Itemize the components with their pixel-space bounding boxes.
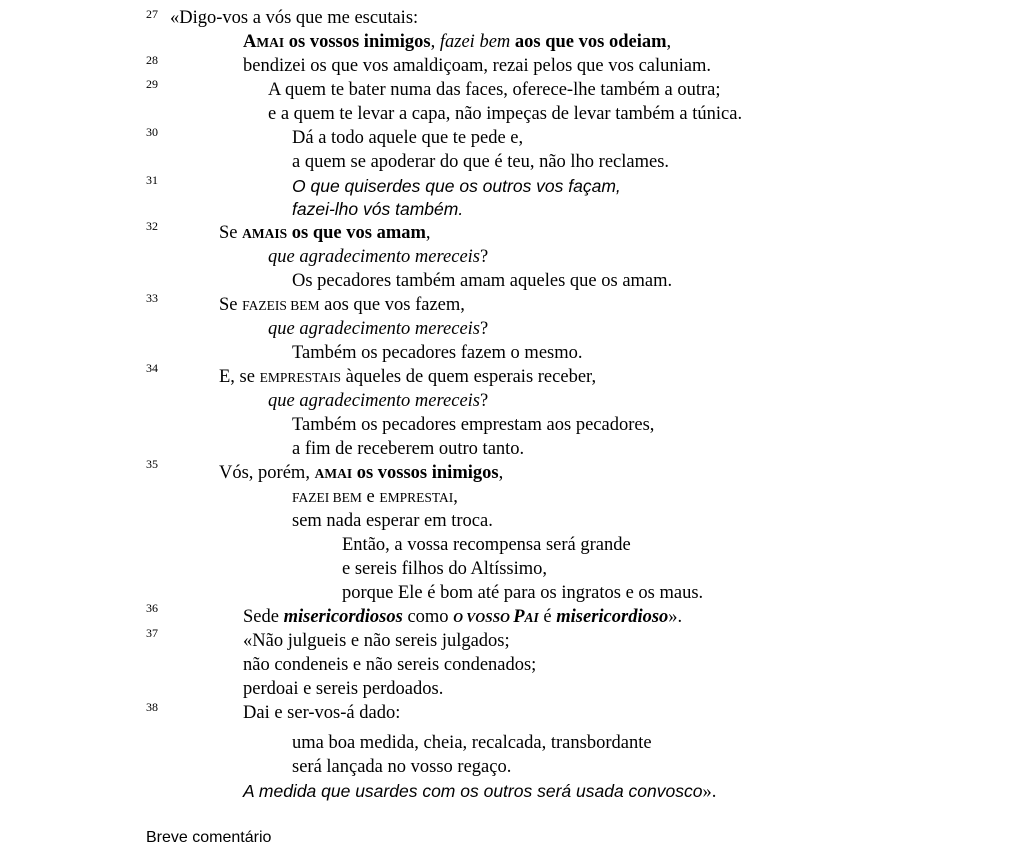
text-line: que agradecimento mereceis? — [268, 247, 489, 267]
verse-number: 33 — [146, 291, 158, 305]
verse-number: 28 — [146, 53, 158, 67]
text-line: «Digo-vos a vós que me escutais: — [170, 8, 419, 28]
text-line: fazei-lho vós também. — [292, 199, 464, 219]
text-line: Dá a todo aquele que te pede e, — [292, 128, 524, 148]
verse-number: 32 — [146, 219, 158, 233]
text-line: A medida que usardes com os outros será usada convosco». — [243, 781, 717, 802]
text-line: a fim de receberem outro tanto. — [292, 439, 525, 459]
verse-number: 36 — [146, 601, 158, 615]
verse-number: 38 — [146, 700, 158, 714]
verse-number: 37 — [146, 626, 158, 640]
text-line: que agradecimento mereceis? — [268, 391, 489, 411]
text-line: AMAI os vossos inimigos, fazei bem aos que vos odeiam, — [243, 32, 672, 52]
text-line: e a quem te levar a capa, não impeças de levar também a túnica. — [268, 104, 743, 124]
text-line: que agradecimento mereceis? — [268, 319, 489, 339]
text-line: sem nada esperar em troca. — [292, 511, 493, 531]
verse-number: 31 — [146, 173, 158, 187]
comment-heading: Breve comentário — [146, 829, 272, 846]
text-line: Também os pecadores fazem o mesmo. — [292, 343, 583, 363]
verse-number: 30 — [146, 125, 158, 139]
text-line: Se FAZEIS BEM aos que vos fazem, — [219, 295, 465, 315]
verse-number: 27 — [146, 7, 158, 21]
text-line: uma boa medida, cheia, recalcada, transbordante — [292, 733, 652, 753]
text-line: perdoai e sereis perdoados. — [243, 679, 444, 699]
text-line: porque Ele é bom até para os ingratos e os maus. — [342, 583, 704, 603]
text-line: A quem te bater numa das faces, oferece-lhe também a outra; — [268, 80, 721, 100]
text-line: E, se EMPRESTAIS àqueles de quem esperais receber, — [219, 367, 597, 387]
verse-number: 29 — [146, 77, 158, 91]
verse-number: 34 — [146, 361, 158, 375]
text-line: não condeneis e não sereis condenados; — [243, 655, 537, 675]
verse-number: 35 — [146, 457, 158, 471]
text-line: Se AMAIS os que vos amam, — [219, 223, 431, 243]
text-line: e sereis filhos do Altíssimo, — [342, 559, 548, 579]
text-line: Dai e ser-vos-á dado: — [243, 703, 401, 723]
text-line: Então, a vossa recompensa será grande — [342, 535, 631, 555]
text-line: Também os pecadores emprestam aos pecadores, — [292, 415, 655, 435]
text-line: FAZEI BEM e EMPRESTAI, — [292, 487, 458, 507]
text-line: será lançada no vosso regaço. — [292, 757, 512, 777]
text-line: bendizei os que vos amaldiçoam, rezai pelos que vos caluniam. — [243, 56, 712, 76]
text-line: O que quiserdes que os outros vos façam, — [292, 176, 621, 196]
text-line: Sede misericordiosos como O VOSSO PAI é misericordioso». — [243, 607, 683, 627]
text-line: «Não julgueis e não sereis julgados; — [243, 631, 510, 651]
text-line: a quem se apoderar do que é teu, não lho reclames. — [292, 152, 670, 172]
text-line: Os pecadores também amam aqueles que os amam. — [292, 271, 673, 291]
text-line: Vós, porém, AMAI os vossos inimigos, — [219, 463, 504, 483]
